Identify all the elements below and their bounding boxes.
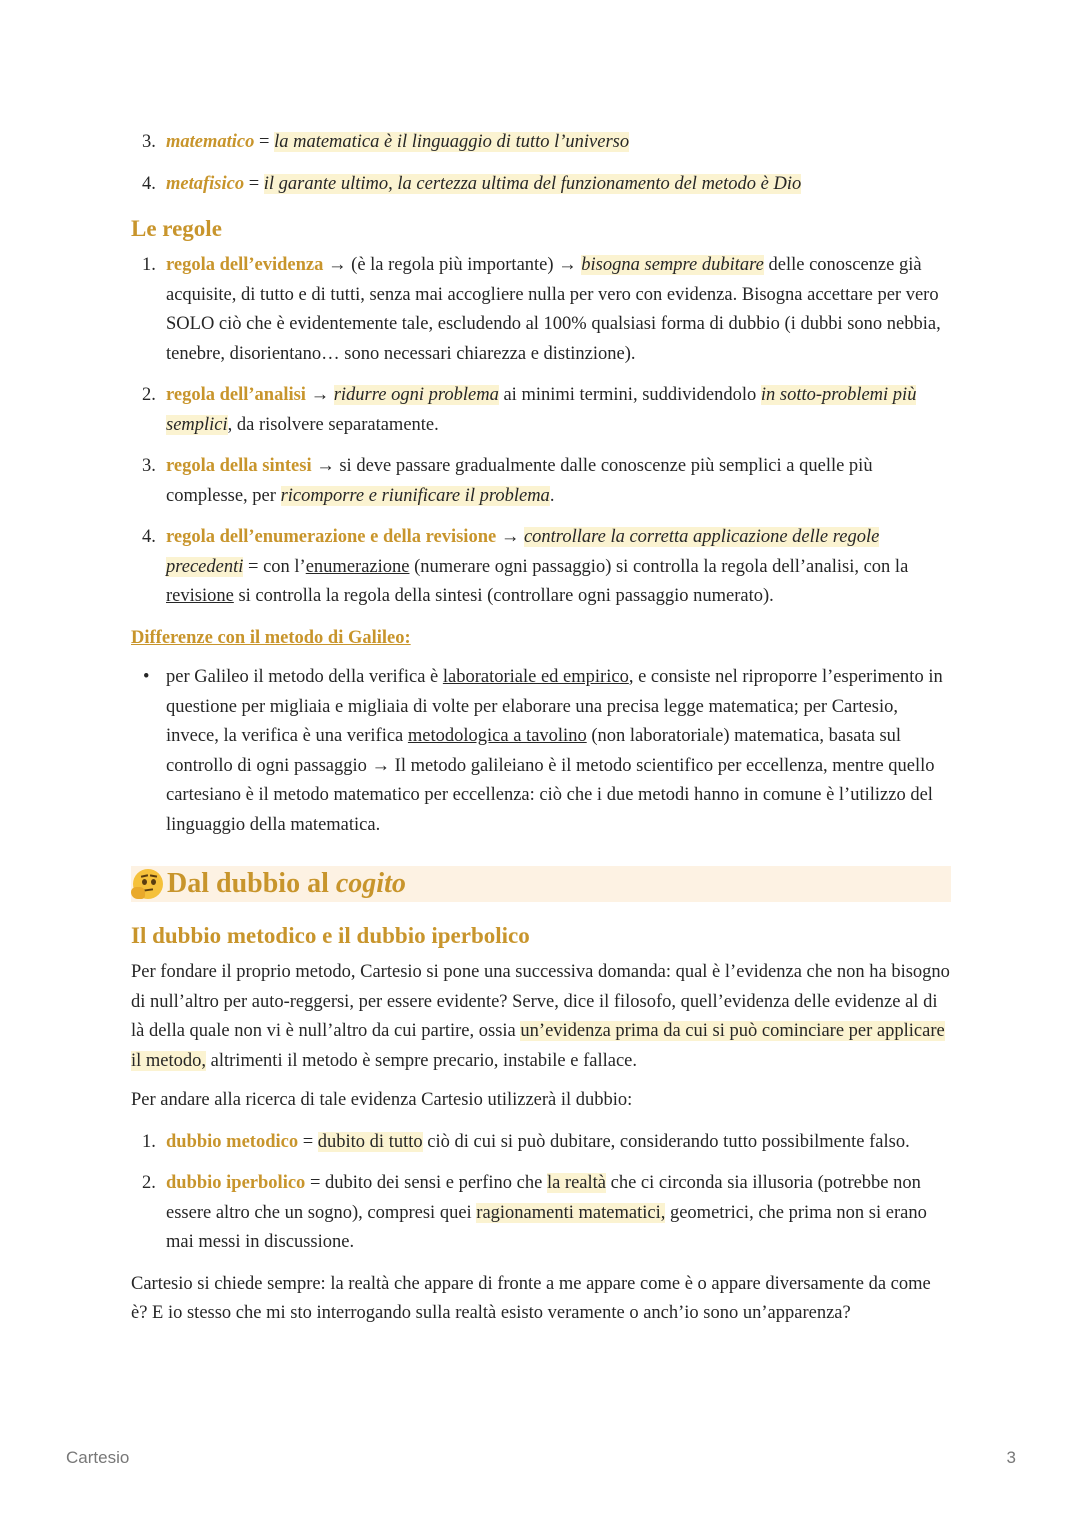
highlight: in sotto-problemi più semplici (166, 385, 917, 435)
list-number: 1. (142, 255, 156, 275)
list-number: 1. (142, 1131, 156, 1152)
definition: il garante ultimo, la certezza ultima del funzionamento del metodo è Dio (263, 173, 802, 194)
text: che ci circonda sia illusoria (potrebbe non essere altro che un sogno), compresi quei (166, 1173, 921, 1223)
text: . (549, 485, 555, 506)
section-heading: Il dubbio metodico e il dubbio iperbolico (131, 923, 530, 948)
text: geometrici, che prima non si erano mai messi in discussione. (166, 1202, 927, 1252)
paragraph (131, 958, 951, 1076)
paragraph: Per andare alla ricerca di tale evidenza Cartesio utilizzerà il dubbio: (131, 1090, 633, 1110)
definition: la matematica è il linguaggio di tutto l’universo (274, 132, 630, 152)
list-item (131, 381, 951, 440)
text: delle conoscenze già acquisite, di tutto e di tutti, senza mai accogliere nulla per vero con evidenza. Bisogna accettare per vero SOLO ciò che è evidentemente tale, escludendo al 100% qualsiasi forma di dubbio (i dubbi sono nebbia, tenebre, disorientano… sono necessari chiarezza e distinzione). (166, 255, 941, 364)
list-item (131, 452, 951, 511)
list-item (131, 1169, 951, 1258)
list-number: 3. (142, 456, 156, 476)
text: (non laboratoriale) matematica, basata sul controllo di ogni passaggio → Il metodo galileiano è il metodo scientifico per eccellenza, mentre quello cartesiano è il metodo matematico per eccellenza: ciò che i due metodi hanno in comune è l’utilizzo del linguaggio della matematica. (166, 726, 935, 835)
term: regola dell’analisi (166, 385, 306, 405)
highlight: dubito di tutto (317, 1131, 423, 1152)
text: si deve passare gradualmente dalle conoscenze più semplici a quelle più complesse, per (166, 456, 873, 506)
highlight: controllare la corretta applicazione delle regole precedenti (166, 527, 880, 577)
underlined-term: laboratoriale ed empirico (442, 667, 629, 687)
term: dubbio iperbolico (166, 1173, 306, 1193)
text: per Galileo il metodo della verifica è (166, 667, 443, 687)
term: regola dell’enumerazione e della revisione (166, 527, 497, 547)
list-item (131, 128, 951, 158)
underlined-term: enumerazione (305, 556, 410, 577)
text: ai minimi termini, suddividendolo (498, 385, 761, 405)
arrow: → (323, 255, 352, 275)
footer-title: Cartesio (66, 1448, 130, 1467)
term: metafisico (166, 173, 245, 194)
highlight: la realtà (546, 1173, 606, 1193)
text: si controlla la regola della sintesi (controllare ogni passaggio numerato). (233, 586, 774, 606)
text: , e consiste nel riproporre l’esperimento in questione per migliaia e migliaia di volte per elaborare una precisa legge matematica; per Cartesio, invece, la verifica è una verifica (166, 667, 943, 746)
text: , da risolvere separatamente. (227, 414, 439, 435)
highlight: ridurre ogni problema (333, 385, 499, 405)
term: regola dell’evidenza (166, 255, 324, 275)
heading-italic: cogito (335, 868, 406, 899)
text: Per fondare il proprio metodo, Cartesio si pone una successiva domanda: qual è l’evidenza che non ha bisogno di null’altro per auto-reggersi, per essere evidente? Serve, dice il filosofo, quell’evidenza delle evidenze al di là della quale non vi è null’altro da cui partire, ossia (131, 962, 950, 1041)
list-item (131, 170, 951, 200)
text: (numerare ogni passaggio) si controlla la regola dell’analisi, con la (409, 556, 909, 577)
text: ciò di cui si può dubitare, considerando tutto possibilmente falso. (422, 1131, 910, 1152)
list-item (131, 251, 951, 369)
underlined-term: metodologica a tavolino (407, 726, 587, 746)
list-number: 2. (142, 385, 156, 405)
equals: = (298, 1131, 318, 1152)
list-number: 2. (142, 1173, 156, 1193)
text: (è la regola più importante) (351, 255, 554, 275)
list-number: 4. (142, 173, 156, 194)
term: dubbio metodico (166, 1131, 299, 1152)
text: = con l’ (243, 556, 306, 577)
arrow: → (311, 456, 340, 476)
text: altrimenti il metodo è sempre precario, instabile e fallace. (206, 1050, 638, 1071)
section-heading: Le regole (131, 216, 222, 241)
arrow: → (496, 527, 524, 547)
highlight: ricomporre e riunificare il problema (280, 485, 550, 506)
chapter-heading (131, 866, 951, 902)
list-number: 4. (142, 527, 156, 547)
term: matematico (166, 132, 255, 152)
list-item (131, 523, 951, 612)
page-content (131, 128, 951, 1339)
highlight: un’evidenza prima da cui si può cominciare per applicare il metodo, (131, 1021, 945, 1071)
thinking-face-icon (133, 869, 163, 899)
heading-text: Dal dubbio al (167, 868, 336, 899)
equals: = (254, 132, 275, 152)
paragraph: Cartesio si chiede sempre: la realtà che appare di fronte a me appare come è o appare diversamente da come è? E io stesso che mi sto interrogando sulla realtà esisto veramente o anch’io sono un’apparenza? (131, 1273, 931, 1323)
list-item (131, 1128, 951, 1158)
bullet-icon: • (143, 667, 150, 687)
arrow: → (305, 385, 334, 405)
highlight: bisogna sempre dubitare (581, 255, 764, 275)
list-number: 3. (142, 132, 156, 152)
subheading: Differenze con il metodo di Galileo: (131, 627, 411, 648)
equals: = (244, 173, 264, 194)
arrow: → (553, 255, 582, 275)
bullet-item (131, 663, 951, 840)
text: = dubito dei sensi e perfino che (305, 1173, 547, 1193)
term: regola della sintesi (166, 456, 312, 476)
highlight: ragionamenti matematici, (476, 1202, 666, 1223)
page-number: 3 (1006, 1448, 1016, 1467)
underlined-term: revisione (166, 586, 234, 606)
